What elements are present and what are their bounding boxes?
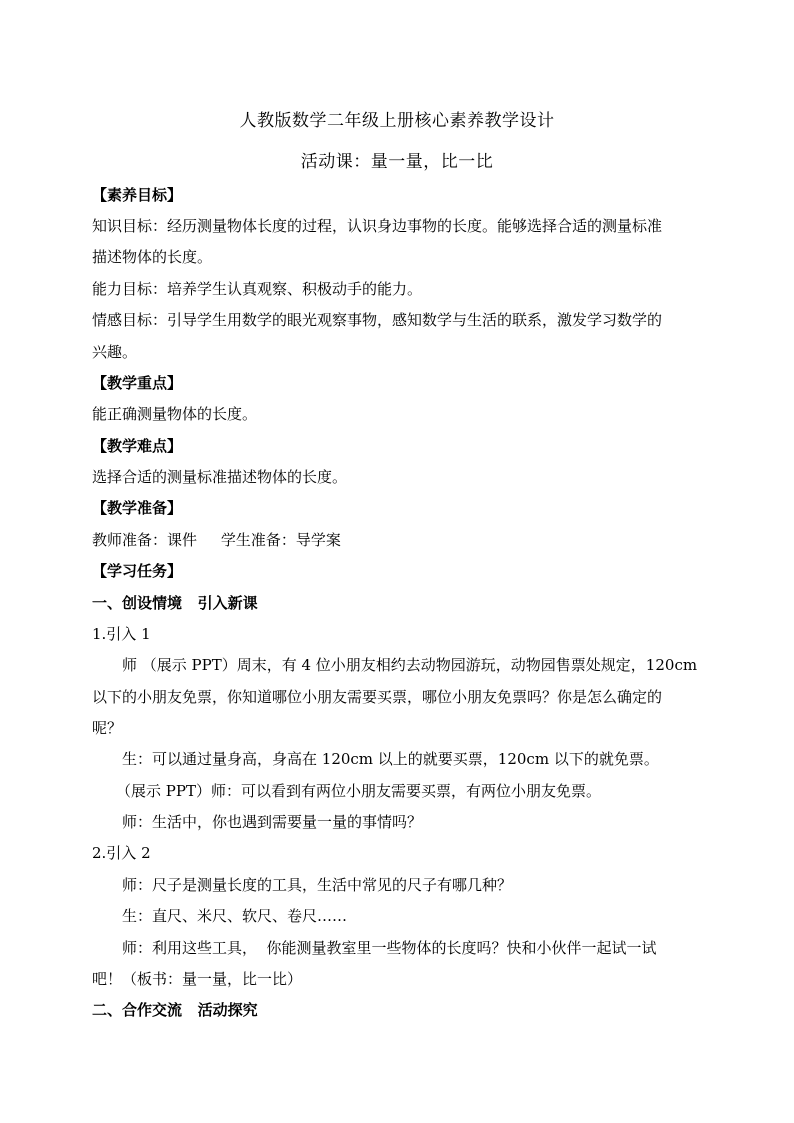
paragraph-key-points: 能正确测量物体的长度。	[92, 405, 258, 423]
document-title: 人教版数学二年级上册核心素养教学设计	[239, 111, 555, 131]
paragraph-knowledge-goal: 知识目标：经历测量物体长度的过程，认识身边事物的长度。能够选择合适的测量标准	[92, 217, 663, 235]
section-heading-tasks: 【学习任务】	[92, 562, 183, 580]
paragraph-intro2-teacher-2-cont: 吧！（板书：量一量，比一比）	[92, 970, 303, 988]
paragraph-emotion-goal: 情感目标：引导学生用数学的眼光观察事物，感知数学与生活的联系，激发学习数学的	[92, 311, 663, 329]
paragraph-intro1-teacher: 师 （展示 PPT）周末，有 4 位小朋友相约去动物园游玩，动物园售票处规定，120cm	[122, 656, 698, 674]
paragraph-intro2-teacher: 师：尺子是测量长度的工具，生活中常见的尺子有哪几种？	[122, 876, 513, 894]
paragraph-knowledge-goal-cont: 描述物体的长度。	[92, 248, 213, 266]
paragraph-intro1-teacher-end: 呢？	[92, 719, 123, 737]
section-heading-preparation: 【教学准备】	[92, 499, 183, 517]
subsection-label-intro-1: 1.引入 1	[92, 625, 151, 643]
part-heading-1: 一、创设情境 引入新课	[92, 594, 258, 612]
section-heading-key-points: 【教学重点】	[92, 374, 183, 392]
paragraph-intro2-teacher-2: 师：利用这些工具， 你能测量教室里一些物体的长度吗？快和小伙伴一起试一试	[122, 939, 657, 957]
section-heading-difficulty: 【教学难点】	[92, 437, 183, 455]
paragraph-emotion-goal-cont: 兴趣。	[92, 343, 138, 361]
document-subtitle: 活动课：量一量，比一比	[300, 152, 494, 172]
paragraph-intro2-student: 生：直尺、米尺、软尺、卷尺……	[122, 907, 348, 925]
part-heading-2: 二、合作交流 活动探究	[92, 1001, 258, 1019]
section-heading-goals: 【素养目标】	[92, 186, 183, 204]
paragraph-intro1-student: 生：可以通过量身高，身高在 120cm 以上的就要买票，120cm 以下的就免票。	[122, 750, 659, 768]
paragraph-intro1-ppt: （展示 PPT）师：可以看到有两位小朋友需要买票，有两位小朋友免票。	[116, 782, 601, 800]
paragraph-intro1-teacher-cont: 以下的小朋友免票，你知道哪位小朋友需要买票，哪位小朋友免票吗？你是怎么确定的	[92, 688, 663, 706]
paragraph-difficulty: 选择合适的测量标准描述物体的长度。	[92, 468, 348, 486]
paragraph-intro1-question: 师：生活中，你也遇到需要量一量的事情吗？	[122, 813, 423, 831]
paragraph-ability-goal: 能力目标：培养学生认真观察、积极动手的能力。	[92, 280, 423, 298]
paragraph-preparation: 教师准备：课件 学生准备：导学案	[92, 531, 341, 549]
subsection-label-intro-2: 2.引入 2	[92, 844, 151, 862]
